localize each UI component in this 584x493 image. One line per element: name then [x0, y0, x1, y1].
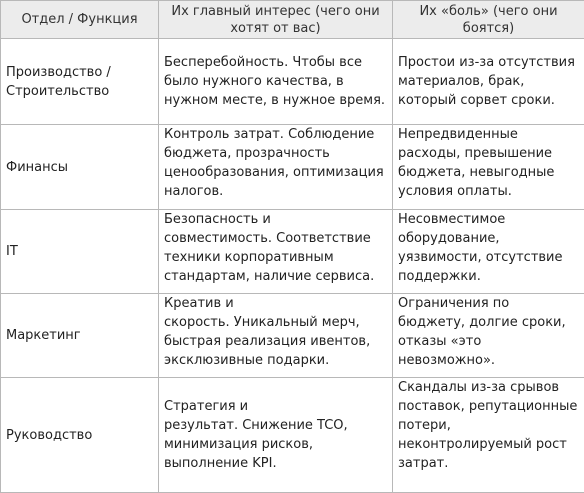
pain-text: Простои из-за отсутствия — [398, 53, 579, 72]
interest-text: Контроль затрат. Соблюдение — [164, 125, 387, 144]
interest-text: бюджета, прозрачность — [164, 144, 387, 163]
pain-text: Непредвиденные — [398, 125, 579, 144]
interest-text: техники корпоративным — [164, 248, 387, 267]
dept-cell — [1, 125, 159, 210]
header-interest — [159, 1, 393, 39]
pain-text: который сорвет сроки. — [398, 91, 579, 110]
table-row — [1, 378, 584, 493]
pain-text: Скандалы из-за срывов — [398, 378, 579, 397]
pain-text: Ограничения по — [398, 294, 579, 313]
pain-text: оборудование, — [398, 229, 579, 248]
pain-text: условия оплаты. — [398, 182, 579, 201]
pain-text: неконтролируемый рост — [398, 435, 579, 454]
pain-text: бюджета, невыгодные — [398, 163, 579, 182]
interest-cell — [159, 378, 393, 493]
header-text: Их главный интерес (чего они — [165, 3, 386, 20]
interest-text: Стратегия и — [164, 397, 387, 416]
dept-cell — [1, 39, 159, 125]
pain-text: бюджету, долгие сроки, — [398, 313, 579, 332]
interest-text: минимизация рисков, — [164, 435, 387, 454]
table-header-row — [1, 1, 584, 39]
interest-text: совместимость. Соответствие — [164, 229, 387, 248]
interest-text: налогов. — [164, 182, 387, 201]
interest-text: скорость. Уникальный мерч, — [164, 313, 387, 332]
pain-text: материалов, брак, — [398, 72, 579, 91]
pain-text: отказы «это — [398, 332, 579, 351]
pain-text: поставок, репутационные — [398, 397, 579, 416]
table-row — [1, 210, 584, 294]
pain-text: Несовместимое — [398, 210, 579, 229]
pain-text: потери, — [398, 416, 579, 435]
header-text: хотят от вас) — [165, 20, 386, 37]
interest-text: Бесперебойность. Чтобы все — [164, 53, 387, 72]
interest-text: Креатив и — [164, 294, 387, 313]
header-department — [1, 1, 159, 39]
interest-cell — [159, 39, 393, 125]
pain-text: поддержки. — [398, 267, 579, 286]
interest-cell — [159, 294, 393, 378]
pain-cell — [393, 39, 584, 125]
header-text: Отдел / Функция — [7, 11, 152, 28]
pain-cell — [393, 125, 584, 210]
interest-text: Безопасность и — [164, 210, 387, 229]
interest-text: было нужного качества, в — [164, 72, 387, 91]
dept-cell — [1, 378, 159, 493]
interest-text: быстрая реализация ивентов, — [164, 332, 387, 351]
dept-text: Финансы — [6, 158, 153, 177]
interest-text: стандартам, наличие сервиса. — [164, 267, 387, 286]
interest-cell — [159, 210, 393, 294]
dept-cell — [1, 294, 159, 378]
pain-text: уязвимости, отсутствие — [398, 248, 579, 267]
pain-text: расходы, превышение — [398, 144, 579, 163]
dept-text: IT — [6, 242, 153, 261]
interest-text: ценообразования, оптимизация — [164, 163, 387, 182]
table-row — [1, 39, 584, 125]
interest-text: эксклюзивные подарки. — [164, 351, 387, 370]
interest-text: выполнение KPI. — [164, 454, 387, 473]
header-text: боятся) — [399, 20, 578, 37]
pain-cell — [393, 210, 584, 294]
table-row — [1, 294, 584, 378]
dept-text: Руководство — [6, 426, 153, 445]
interest-text: нужном месте, в нужное время. — [164, 91, 387, 110]
table-row — [1, 125, 584, 210]
header-pain — [393, 1, 584, 39]
header-text: Их «боль» (чего они — [399, 3, 578, 20]
dept-cell — [1, 210, 159, 294]
pain-cell — [393, 378, 584, 493]
interest-cell — [159, 125, 393, 210]
dept-text: Строительство — [6, 82, 153, 101]
pain-text: невозможно». — [398, 351, 579, 370]
interest-text: результат. Снижение TCO, — [164, 416, 387, 435]
dept-text: Маркетинг — [6, 326, 153, 345]
pain-text: затрат. — [398, 454, 579, 473]
dept-text: Производство / — [6, 63, 153, 82]
pain-cell — [393, 294, 584, 378]
